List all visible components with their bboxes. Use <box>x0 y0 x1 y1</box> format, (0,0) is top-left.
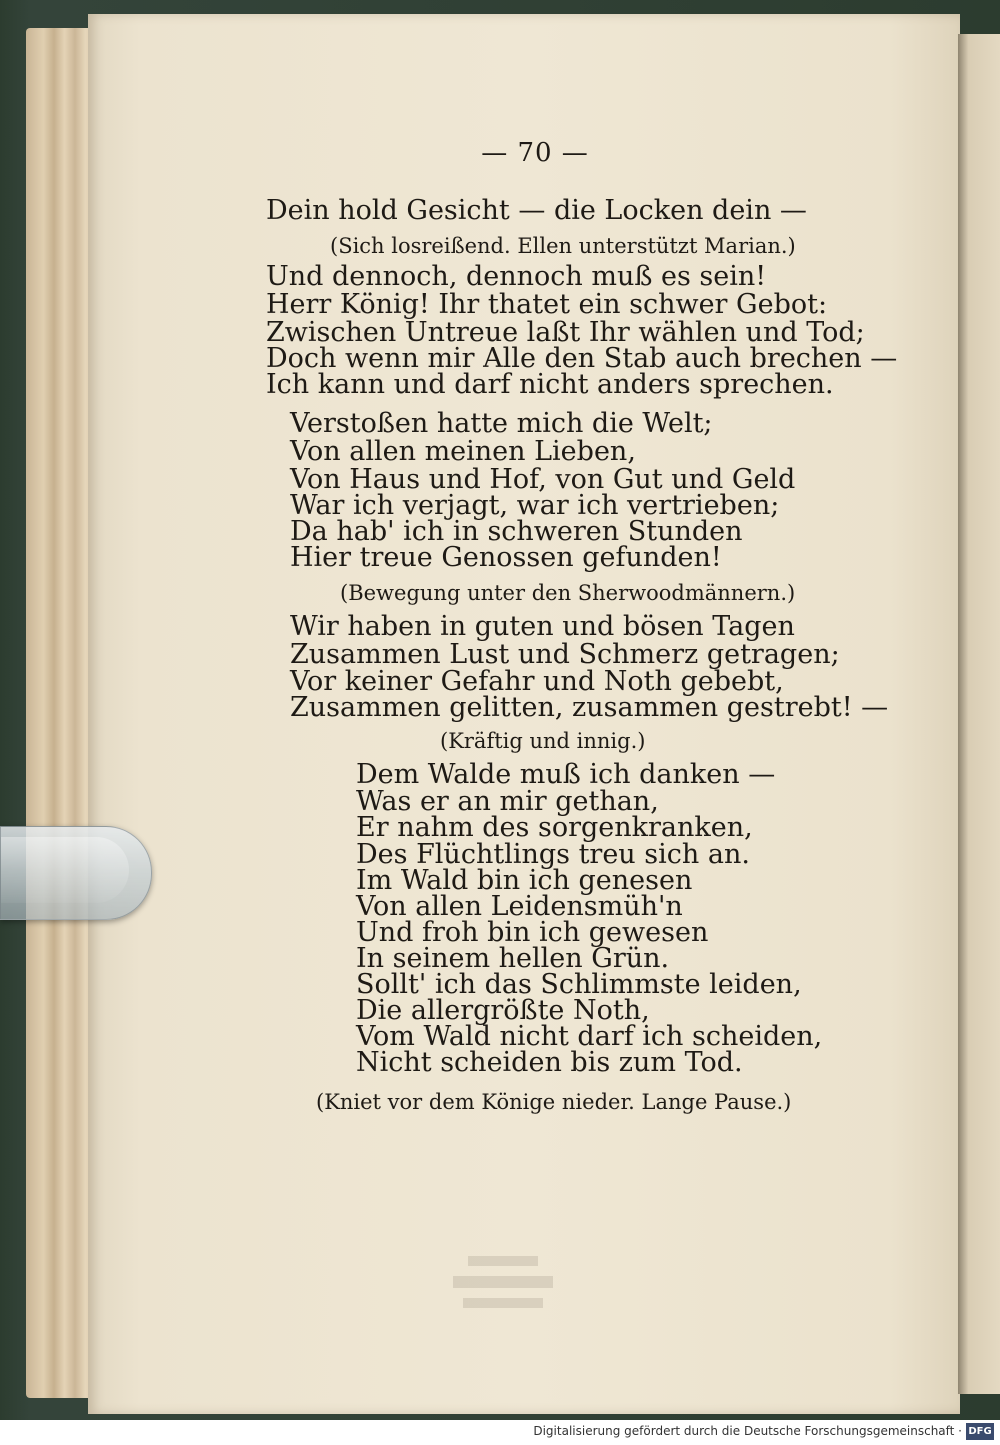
text-line: Vom Wald nicht darf ich scheiden, <box>356 1021 823 1052</box>
text-line: Zusammen gelitten, zusammen gestrebt! — <box>290 692 889 723</box>
text-line: Dein hold Gesicht — die Locken dein — <box>266 195 807 226</box>
text-line: Er nahm des sorgenkranken, <box>356 812 753 843</box>
page-edges <box>26 28 96 1398</box>
footer-bar <box>0 1420 1000 1445</box>
text-line: Zwischen Untreue laßt Ihr wählen und Tod; <box>266 317 865 348</box>
footer-credit: Digitalisierung gefördert durch die Deutsche Forschungsgemeinschaft · <box>533 1424 962 1438</box>
text-line: Nicht scheiden bis zum Tod. <box>356 1047 743 1078</box>
text-line: Sollt' ich das Schlimmste leiden, <box>356 969 802 1000</box>
text-line: Von allen meinen Lieben, <box>290 436 636 467</box>
text-line: Herr König! Ihr thatet ein schwer Gebot: <box>266 289 828 320</box>
text-line: Im Wald bin ich genesen <box>356 865 693 896</box>
stage-direction: (Bewegung unter den Sherwoodmännern.) <box>340 581 796 605</box>
library-stamp-icon <box>448 1250 558 1320</box>
text-line: Von Haus und Hof, von Gut und Geld <box>290 464 796 495</box>
text-line: Was er an mir gethan, <box>356 786 659 817</box>
text-line: Vor keiner Gefahr und Noth gebebt, <box>290 666 784 697</box>
text-line: Zusammen Lust und Schmerz getragen; <box>290 639 840 670</box>
stage-direction: (Kniet vor dem Könige nieder. Lange Pause.) <box>316 1090 792 1114</box>
text-line: Und dennoch, dennoch muß es sein! <box>266 261 767 292</box>
text-line: Von allen Leidensmüh'n <box>356 891 683 922</box>
text-line: Dem Walde muß ich danken — <box>356 759 776 790</box>
page-number: — 70 — <box>481 138 589 168</box>
dfg-logo-icon: DFG <box>966 1423 994 1440</box>
clip-highlight <box>1 837 129 903</box>
text-line: Die allergrößte Noth, <box>356 995 650 1026</box>
text-line: War ich verjagt, war ich vertrieben; <box>290 490 780 521</box>
stage-direction: (Sich losreißend. Ellen unterstützt Marian.) <box>330 234 796 258</box>
stage-direction: (Kräftig und innig.) <box>440 729 646 753</box>
text-line: Und froh bin ich gewesen <box>356 917 709 948</box>
adjacent-page-edge <box>958 34 1000 1394</box>
page-clip-icon <box>0 826 152 920</box>
text-line: Doch wenn mir Alle den Stab auch brechen — <box>266 343 898 374</box>
text-line: Verstoßen hatte mich die Welt; <box>290 408 713 439</box>
text-line: Da hab' ich in schweren Stunden <box>290 516 743 547</box>
text-line: Hier treue Genossen gefunden! <box>290 542 722 573</box>
text-line: Des Flüchtlings treu sich an. <box>356 839 750 870</box>
text-line: Wir haben in guten und bösen Tagen <box>290 611 795 642</box>
text-line: In seinem hellen Grün. <box>356 943 670 974</box>
text-line: Ich kann und darf nicht anders sprechen. <box>266 369 834 400</box>
